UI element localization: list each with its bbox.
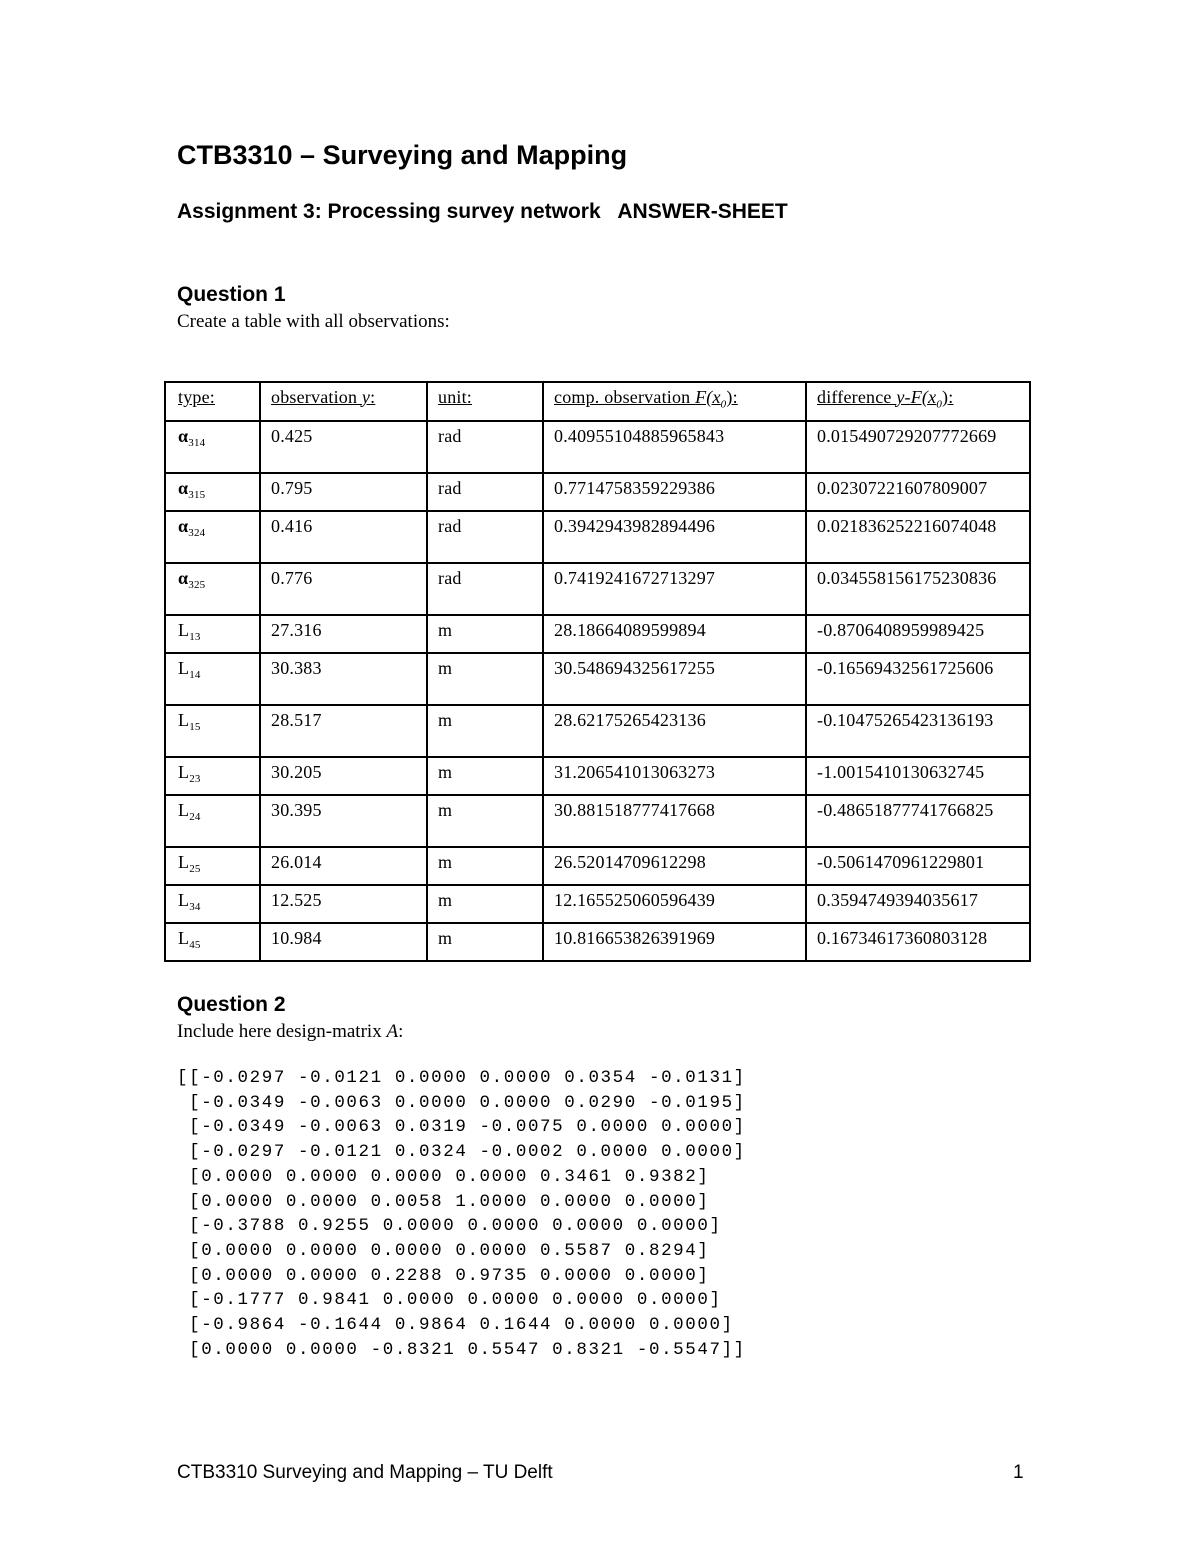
cell-difference: 0.015490729207772669: [806, 421, 1030, 473]
type-symbol: L: [178, 761, 190, 782]
cell-unit: m: [427, 923, 543, 961]
cell-computed: 0.40955104885965843: [543, 421, 806, 473]
table-row: [165, 421, 1030, 473]
header-observation-label: observation y:: [271, 387, 376, 407]
question-2-instruction-text: Include here design-matrix A:: [177, 1021, 404, 1042]
cell-difference: -1.0015410130632745: [806, 757, 1030, 795]
header-difference: [806, 382, 1030, 421]
cell-observation: 0.795: [260, 473, 427, 511]
type-subscript: 45: [189, 938, 201, 951]
cell-unit: m: [427, 653, 543, 705]
cell-observation: 0.416: [260, 511, 427, 563]
header-observation: [260, 382, 427, 421]
cell-computed: 0.7419241672713297: [543, 563, 806, 615]
question-2-heading: Question 2: [177, 993, 286, 1016]
cell-observation: 0.425: [260, 421, 427, 473]
cell-difference: -0.10475265423136193: [806, 705, 1030, 757]
type-symbol: α: [178, 425, 189, 446]
cell-difference: -0.5061470961229801: [806, 847, 1030, 885]
type-subscript: 324: [188, 526, 206, 539]
question-2-instruction: [177, 1021, 403, 1043]
cell-unit: m: [427, 757, 543, 795]
cell-unit: rad: [427, 473, 543, 511]
cell-type: [165, 757, 260, 795]
cell-unit: m: [427, 885, 543, 923]
type-subscript: 315: [188, 488, 206, 501]
cell-observation: 26.014: [260, 847, 427, 885]
cell-difference: -0.8706408959989425: [806, 615, 1030, 653]
cell-computed: 31.206541013063273: [543, 757, 806, 795]
type-subscript: 13: [189, 630, 201, 643]
cell-computed: 30.548694325617255: [543, 653, 806, 705]
type-symbol: α: [178, 515, 189, 536]
cell-observation: 27.316: [260, 615, 427, 653]
type-symbol: α: [178, 477, 189, 498]
header-type-label: type:: [178, 387, 215, 407]
table-row: [165, 847, 1030, 885]
cell-observation: 12.525: [260, 885, 427, 923]
cell-difference: 0.034558156175230836: [806, 563, 1030, 615]
table-row: [165, 653, 1030, 705]
cell-type: [165, 615, 260, 653]
type-subscript: 15: [189, 720, 201, 733]
cell-type: [165, 795, 260, 847]
observations-table: [164, 381, 1031, 962]
cell-difference: 0.021836252216074048: [806, 511, 1030, 563]
cell-observation: 0.776: [260, 563, 427, 615]
type-subscript: 14: [189, 668, 201, 681]
table-row: [165, 563, 1030, 615]
cell-computed: 28.62175265423136: [543, 705, 806, 757]
cell-unit: rad: [427, 421, 543, 473]
cell-unit: rad: [427, 511, 543, 563]
type-subscript: 25: [189, 862, 201, 875]
cell-computed: 12.165525060596439: [543, 885, 806, 923]
header-type: [165, 382, 260, 421]
cell-type: [165, 885, 260, 923]
cell-observation: 10.984: [260, 923, 427, 961]
type-symbol: L: [178, 799, 190, 820]
document-title: CTB3310 – Surveying and Mapping: [177, 140, 628, 170]
type-subscript: 325: [188, 578, 206, 591]
header-unit: [427, 382, 543, 421]
cell-type: [165, 421, 260, 473]
table-row: [165, 615, 1030, 653]
cell-unit: rad: [427, 563, 543, 615]
cell-unit: m: [427, 847, 543, 885]
cell-computed: 0.7714758359229386: [543, 473, 806, 511]
cell-type: [165, 473, 260, 511]
assignment-subtitle: Assignment 3: Processing survey network ANSWER-SHEET: [177, 200, 788, 223]
cell-type: [165, 847, 260, 885]
cell-computed: 0.3942943982894496: [543, 511, 806, 563]
table-row: [165, 473, 1030, 511]
type-symbol: α: [178, 567, 189, 588]
cell-difference: 0.02307221607809007: [806, 473, 1030, 511]
cell-type: [165, 705, 260, 757]
page-number: 1: [1013, 1462, 1024, 1483]
type-symbol: L: [178, 851, 190, 872]
cell-difference: 0.16734617360803128: [806, 923, 1030, 961]
cell-observation: 28.517: [260, 705, 427, 757]
header-computed: [543, 382, 806, 421]
cell-observation: 30.383: [260, 653, 427, 705]
cell-type: [165, 923, 260, 961]
cell-unit: m: [427, 705, 543, 757]
header-computed-label: comp. observation $F(x_0)$:: [554, 387, 738, 411]
table-row: [165, 757, 1030, 795]
type-subscript: 34: [189, 900, 201, 913]
type-symbol: L: [178, 619, 190, 640]
footer-text: CTB3310 Surveying and Mapping – TU Delft: [177, 1462, 553, 1483]
cell-computed: 30.881518777417668: [543, 795, 806, 847]
design-matrix: [[-0.0297 -0.0121 0.0000 0.0000 0.0354 -0.0131] [-0.0349 -0.0063 0.0000 0.0000 0.0290 -0.0195] [-0.0349 -0.0063 0.0319 -0.0075 0.0000 0.0000] [-0.0297 -0.0121 0.0324 -0.0002 0.0000 0.0000] [0.0000 0.0000 0.0000 0.0000 0.3461 0.9382] [0.0000 0.0000 0.0058 1.0000 0.0000 0.0000] [-0.3788 0.9255 0.0000 0.0000 0.0000 0.0000] [0.0000 0.0000 0.0000 0.0000 0.5587 0.8294] [0.0000 0.0000 0.2288 0.9735 0.0000 0.0000] [-0.1777 0.9841 0.0000 0.0000 0.0000 0.0000] [-0.9864 -0.1644 0.9864 0.1644 0.0000 0.0000] [0.0000 0.0000 -0.8321 0.5547 0.8321 -0.5547]]: [177, 1068, 746, 1360]
cell-observation: 30.205: [260, 757, 427, 795]
cell-type: [165, 653, 260, 705]
type-subscript: 23: [189, 772, 201, 785]
header-difference-label: difference $y-F(x_0)$:: [817, 387, 954, 411]
cell-difference: -0.16569432561725606: [806, 653, 1030, 705]
cell-unit: m: [427, 615, 543, 653]
table-row: [165, 923, 1030, 961]
question-1-instruction: Create a table with all observations:: [177, 311, 450, 332]
table-row: [165, 795, 1030, 847]
cell-unit: m: [427, 795, 543, 847]
type-symbol: L: [178, 657, 190, 678]
cell-type: [165, 511, 260, 563]
cell-computed: 10.816653826391969: [543, 923, 806, 961]
cell-computed: 28.18664089599894: [543, 615, 806, 653]
type-symbol: L: [178, 927, 190, 948]
type-subscript: 314: [188, 436, 206, 449]
cell-observation: 30.395: [260, 795, 427, 847]
table-row: [165, 885, 1030, 923]
header-unit-label: unit:: [438, 387, 473, 407]
type-subscript: 24: [189, 810, 201, 823]
type-symbol: L: [178, 709, 190, 730]
table-row: [165, 511, 1030, 563]
cell-difference: -0.48651877741766825: [806, 795, 1030, 847]
cell-type: [165, 563, 260, 615]
question-1-heading: Question 1: [177, 283, 286, 306]
cell-computed: 26.52014709612298: [543, 847, 806, 885]
table-row: [165, 705, 1030, 757]
cell-difference: 0.3594749394035617: [806, 885, 1030, 923]
table-header-row: [165, 382, 1030, 421]
type-symbol: L: [178, 889, 190, 910]
